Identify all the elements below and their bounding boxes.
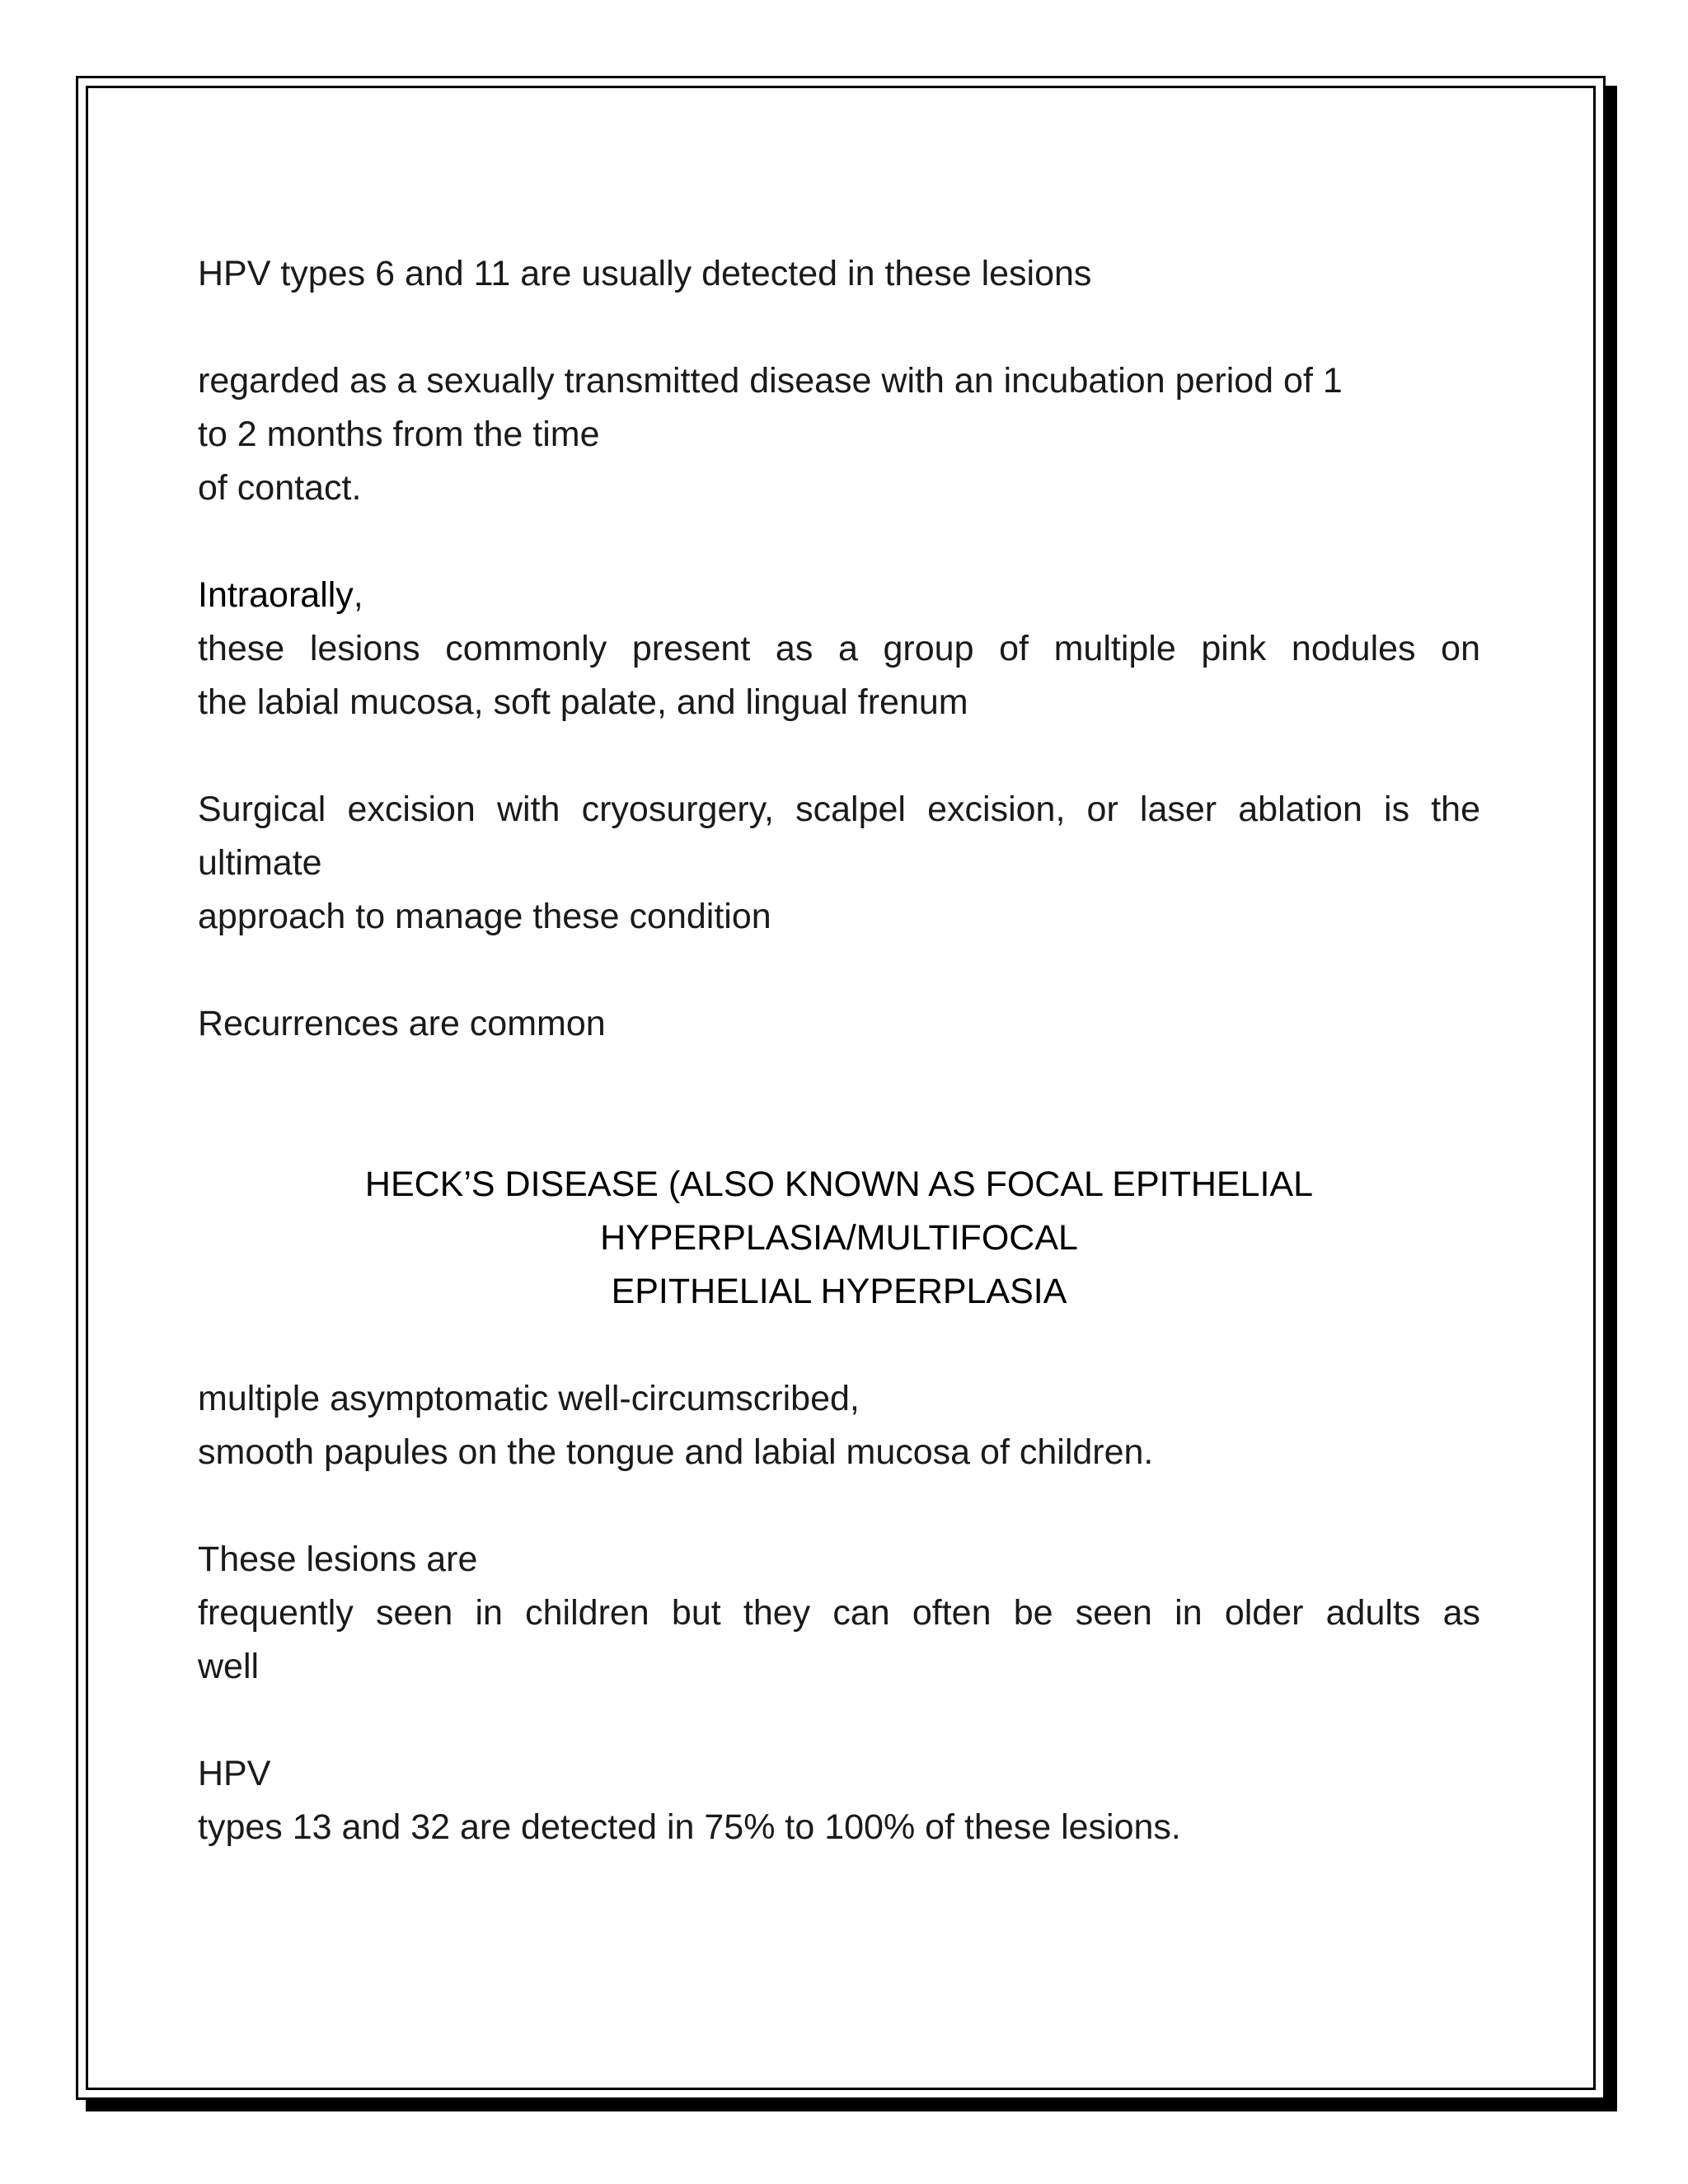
paragraph-intraoral bbox=[198, 569, 1480, 729]
text-line: Surgical excision with cryosurgery, scalpel excision, or laser ablation is the bbox=[198, 790, 1480, 829]
document-body bbox=[198, 247, 1480, 1908]
section-title-hecks-disease bbox=[198, 1158, 1480, 1319]
text-line: ultimate bbox=[198, 843, 322, 883]
title-line: HYPERPLASIA/MULTIFOCAL bbox=[600, 1218, 1078, 1258]
paragraph-transmission bbox=[198, 354, 1480, 515]
text-line: These lesions are bbox=[198, 1540, 478, 1579]
intraoral-heading: Intraorally bbox=[198, 575, 354, 615]
intraoral-heading-line bbox=[198, 569, 1480, 622]
text-line: frequently seen in children but they can often be seen in older adults as bbox=[198, 1593, 1480, 1633]
paragraph-papules bbox=[198, 1372, 1480, 1479]
paragraph-hpv-13-32 bbox=[198, 1747, 1480, 1854]
text-line: of contact. bbox=[198, 468, 362, 508]
title-line: HECK’S DISEASE (ALSO KNOWN AS FOCAL EPITHELIAL bbox=[364, 1165, 1314, 1204]
text-line: Recurrences are common bbox=[198, 1004, 606, 1043]
text-line: multiple asymptomatic well-circumscribed, bbox=[198, 1379, 860, 1418]
text-line: HPV bbox=[198, 1754, 271, 1793]
text-line: regarded as a sexually transmitted disease with an incubation period of 1 bbox=[198, 361, 1343, 401]
paragraph-treatment bbox=[198, 783, 1480, 944]
text-line: approach to manage these condition bbox=[198, 897, 771, 936]
paragraph-hpv-types bbox=[198, 247, 1480, 301]
text-line: smooth papules on the tongue and labial mucosa of children. bbox=[198, 1432, 1154, 1472]
paragraph-age-groups bbox=[198, 1533, 1480, 1694]
title-line: EPITHELIAL HYPERPLASIA bbox=[611, 1272, 1067, 1311]
text-line: the labial mucosa, soft palate, and lingual frenum bbox=[198, 682, 968, 722]
text-line: well bbox=[198, 1647, 260, 1686]
text-line: these lesions commonly present as a group of multiple pink nodules on bbox=[198, 629, 1480, 668]
paragraph-recurrence bbox=[198, 997, 1480, 1051]
text-line: to 2 months from the time bbox=[198, 415, 600, 454]
intraoral-heading-punct: , bbox=[353, 575, 363, 615]
text-line: HPV types 6 and 11 are usually detected in these lesions bbox=[198, 254, 1092, 293]
text-line: types 13 and 32 are detected in 75% to 100% of these lesions. bbox=[198, 1807, 1181, 1847]
